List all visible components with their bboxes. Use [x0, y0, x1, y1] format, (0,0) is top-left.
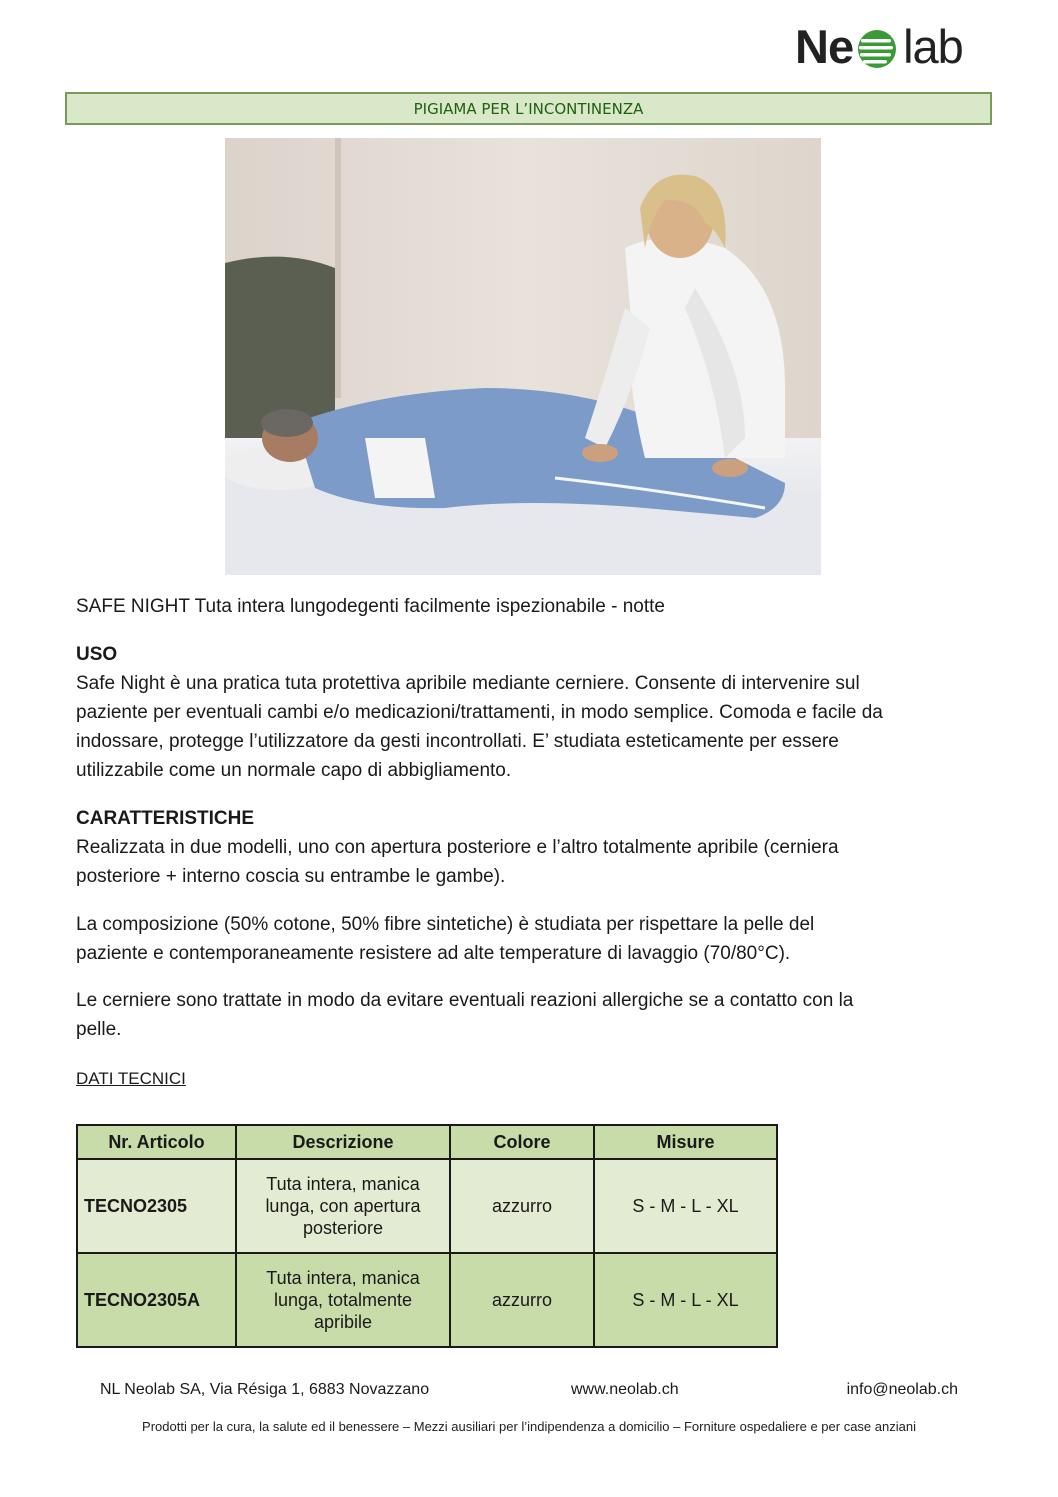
text-line: Le cerniere sono trattate in modo da evitare eventuali reazioni allergiche se a contatto con la: [76, 990, 854, 1011]
logo-text-lab: lab: [903, 19, 963, 73]
sizes-cell: S - M - L - XL: [594, 1159, 777, 1253]
column-header: Colore: [450, 1125, 594, 1159]
table-row: [77, 1159, 777, 1253]
technical-data-table: [76, 1124, 778, 1348]
text-line: Realizzata in due modelli, uno con apertura posteriore e l’altro totalmente apribile (cerniera: [76, 837, 839, 858]
table-row: [77, 1253, 777, 1347]
article-code: TECNO2305A: [77, 1253, 236, 1347]
uso-paragraph: [76, 669, 996, 785]
description-line: Tuta intera, manica: [266, 1174, 420, 1194]
neolab-logo: [795, 18, 1010, 74]
caratteristiche-paragraph-3: [76, 986, 996, 1044]
description-line: posteriore: [302, 1218, 384, 1238]
text-line: paziente e contemporaneamente resistere ad alte temperature di lavaggio (70/80°C).: [76, 943, 791, 964]
text-line: posteriore + interno coscia su entrambe le gambe).: [76, 866, 506, 887]
text-line: Safe Night è una pratica tuta protettiva apribile mediante cerniere. Consente di intervenire sul: [76, 673, 860, 694]
color-cell: azzurro: [450, 1253, 594, 1347]
uso-heading: USO: [76, 644, 118, 665]
logo-hand-icon: [855, 27, 899, 71]
footer-website-link[interactable]: www.neolab.ch: [571, 1381, 679, 1398]
description-cell: [236, 1159, 450, 1253]
text-line: paziente per eventuali cambi e/o medicazioni/trattamenti, in modo semplice. Comoda e facile da: [76, 702, 883, 723]
description-cell: [236, 1253, 450, 1347]
footer-address: NL Neolab SA, Via Résiga 1, 6883 Novazzano: [100, 1381, 430, 1398]
product-line: SAFE NIGHT Tuta intera lungodegenti facilmente ispezionabile - notte: [76, 596, 665, 617]
footer-tagline: Prodotti per la cura, la salute ed il benessere – Mezzi ausiliari per l’indipendenza a domicilio – Forniture ospedaliere e per case anziani: [142, 1419, 916, 1434]
column-header: Descrizione: [236, 1125, 450, 1159]
description-line: lunga, totalmente: [273, 1290, 413, 1310]
logo-text-ne: Ne: [795, 19, 854, 73]
text-line: pelle.: [76, 1019, 122, 1040]
description-line: lunga, con apertura: [265, 1196, 421, 1216]
description-line: Tuta intera, manica: [266, 1268, 420, 1288]
color-cell: azzurro: [450, 1159, 594, 1253]
text-line: indossare, protegge l’utilizzatore da gesti incontrollati. E’ studiata esteticamente per essere: [76, 731, 839, 752]
document-title: PIGIAMA PER L’INCONTINENZA: [65, 92, 992, 125]
article-code: TECNO2305: [77, 1159, 236, 1253]
table-header-row: [77, 1125, 777, 1159]
dati-tecnici-heading: DATI TECNICI: [76, 1069, 186, 1088]
footer: [100, 1381, 958, 1403]
footer-email-link[interactable]: info@neolab.ch: [846, 1381, 958, 1398]
text-line: La composizione (50% cotone, 50% fibre sintetiche) è studiata per rispettare la pelle del: [76, 914, 815, 935]
description-line: apribile: [313, 1312, 373, 1332]
column-header: Nr. Articolo: [77, 1125, 236, 1159]
caratteristiche-paragraph-1: [76, 833, 996, 891]
sizes-cell: S - M - L - XL: [594, 1253, 777, 1347]
caratteristiche-heading: CARATTERISTICHE: [76, 808, 255, 829]
text-line: utilizzabile come un normale capo di abbigliamento.: [76, 760, 512, 781]
product-photo: [225, 138, 821, 575]
column-header: Misure: [594, 1125, 777, 1159]
caratteristiche-paragraph-2: [76, 910, 996, 968]
